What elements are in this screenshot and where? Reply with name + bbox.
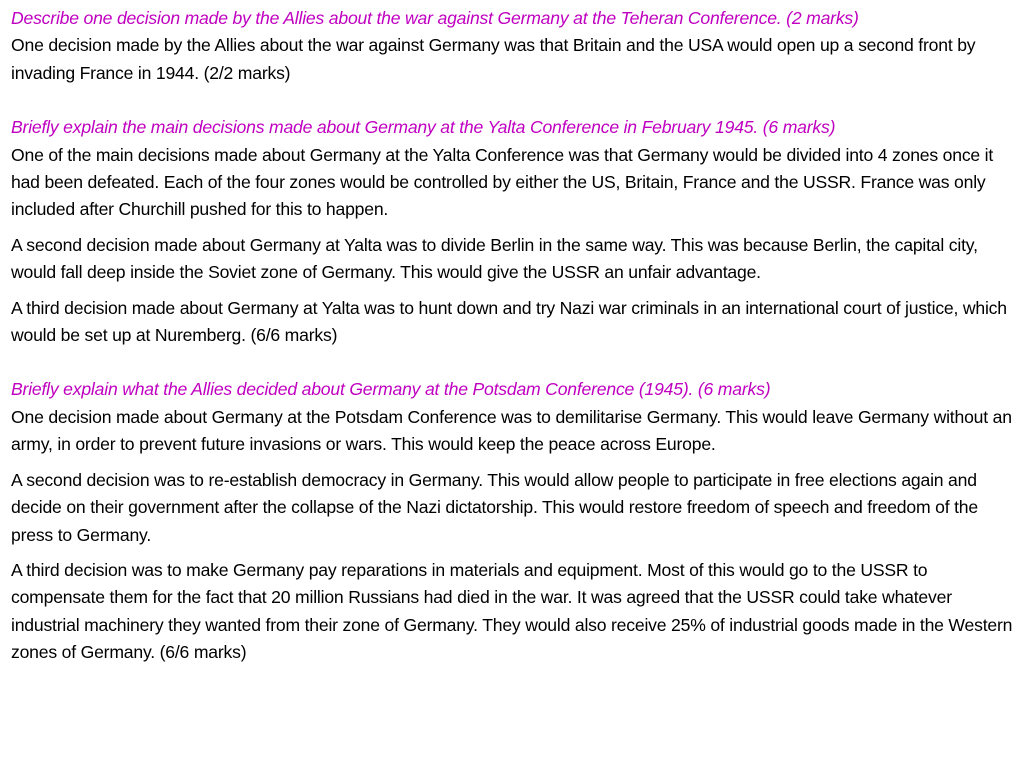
paragraph-spacer (11, 287, 1017, 295)
section-teheran (11, 5, 1017, 87)
question-teheran: Describe one decision made by the Allies about the war against Germany at the Teheran Conference. (2 marks) (11, 8, 859, 28)
answer-yalta-1: One of the main decisions made about Germany at the Yalta Conference was that Germany would be divided into 4 zones once it had been defeated. Each of the four zones would be controlled by either the US, Britain, France and the USSR. France was only included after Churchill pushed for this to happen. (11, 144, 994, 220)
section-yalta (11, 114, 1017, 349)
section-spacer (11, 349, 1017, 376)
paragraph-spacer (11, 224, 1017, 232)
answer-yalta-2: A second decision made about Germany at Yalta was to divide Berlin in the same way. This was because Berlin, the capital city, would fall deep inside the Soviet zone of Germany. This would give the USSR an unfair advantage. (11, 234, 978, 283)
answer-teheran-1: One decision made by the Allies about the war against Germany was that Britain and the USA would open up a second front by invading France in 1944. (2/2 marks) (11, 35, 976, 83)
answer-yalta-3: A third decision made about Germany at Yalta was to hunt down and try Nazi war criminals in an international court of justice, which would be set up at Nuremberg. (6/6 marks) (11, 297, 1007, 346)
section-potsdam (11, 376, 1017, 666)
section-spacer (11, 87, 1017, 114)
question-potsdam: Briefly explain what the Allies decided about Germany at the Potsdam Conference (1945). (6 marks) (11, 379, 771, 400)
paragraph-spacer (11, 549, 1017, 557)
answer-potsdam-3: A third decision was to make Germany pay reparations in materials and equipment. Most of this would go to the USSR to compensate them for the fact that 20 million Russians had died in the war. It was agreed that the USSR could take whatever industrial machinery they wanted from their zone of Germany. They would also receive 25% of industrial goods made in the Western zones of Germany. (6/6 marks) (11, 559, 1013, 663)
question-yalta: Briefly explain the main decisions made about Germany at the Yalta Conference in February 1945. (6 marks) (11, 117, 836, 138)
paragraph-spacer (11, 459, 1017, 467)
answer-potsdam-2: A second decision was to re-establish democracy in Germany. This would allow people to participate in free elections again and decide on their government after the collapse of the Nazi dictatorship. This would restore freedom of speech and freedom of the press to Germany. (11, 469, 978, 545)
answer-potsdam-1: One decision made about Germany at the Potsdam Conference was to demilitarise Germany. This would leave Germany without an army, in order to prevent future invasions or wars. This would keep the peace across Europe. (11, 406, 1012, 455)
document-slide (11, 5, 1017, 667)
